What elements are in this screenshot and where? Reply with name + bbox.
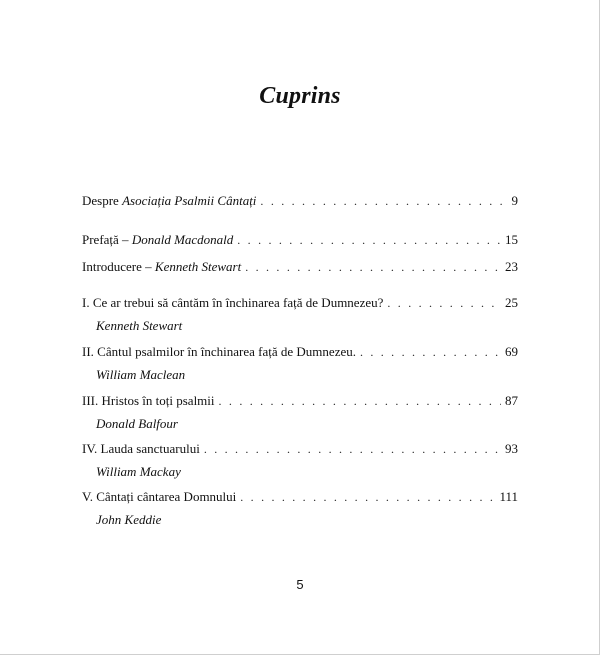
leader-dots <box>240 489 495 505</box>
toc-entry-italic: Kenneth Stewart <box>154 259 242 274</box>
chapter-author: William Maclean <box>96 367 186 382</box>
chapter-title: V. Cântați cântarea Domnului <box>82 489 237 504</box>
toc-entry-preface <box>82 232 518 248</box>
leader-dots <box>260 193 507 209</box>
toc-entry-prefix: Introducere – <box>82 259 152 274</box>
toc-entry-prefix: Despre <box>82 193 119 208</box>
toc-entry-italic: Asociația Psalmii Cântați <box>122 193 257 208</box>
page-title: Cuprins <box>259 83 341 109</box>
chapter-title: III. Hristos în toți psalmii <box>82 393 215 408</box>
toc-chapter-4 <box>82 441 518 480</box>
toc-entry-introduction <box>82 259 518 275</box>
chapter-author: Kenneth Stewart <box>96 318 183 333</box>
leader-dots <box>219 393 501 409</box>
chapter-author: John Keddie <box>96 512 162 527</box>
toc-chapter-3 <box>82 393 518 432</box>
toc-page-number: 93 <box>505 441 518 456</box>
toc-page-number: 23 <box>505 259 518 274</box>
leader-dots <box>387 295 501 311</box>
toc-entry-italic: Donald Macdonald <box>131 232 234 247</box>
leader-dots <box>204 441 501 457</box>
toc-chapter-2 <box>82 344 518 383</box>
chapter-title: IV. Lauda sanctuarului <box>82 441 200 456</box>
toc-entry-prefix: Prefață – <box>82 232 129 247</box>
chapter-author: Donald Balfour <box>96 416 178 431</box>
toc-page-number: 25 <box>505 295 518 310</box>
leader-dots <box>360 344 501 360</box>
toc-chapter-5 <box>82 489 518 528</box>
toc-page-number: 111 <box>499 489 518 504</box>
leader-dots <box>237 232 501 248</box>
page-number: 5 <box>296 577 304 592</box>
toc-page-number: 9 <box>511 193 518 208</box>
toc-chapter-1 <box>82 295 518 334</box>
leader-dots <box>245 259 501 275</box>
toc-page-number: 87 <box>505 393 518 408</box>
chapter-title: I. Ce ar trebui să cântăm în închinarea față de Dumnezeu? <box>82 295 384 310</box>
toc-page-number: 15 <box>505 232 518 247</box>
chapter-author: William Mackay <box>96 464 181 479</box>
chapter-title: II. Cântul psalmilor în închinarea față de Dumnezeu. <box>82 344 356 359</box>
toc-entry-about <box>82 193 518 209</box>
toc-page-number: 69 <box>505 344 518 359</box>
